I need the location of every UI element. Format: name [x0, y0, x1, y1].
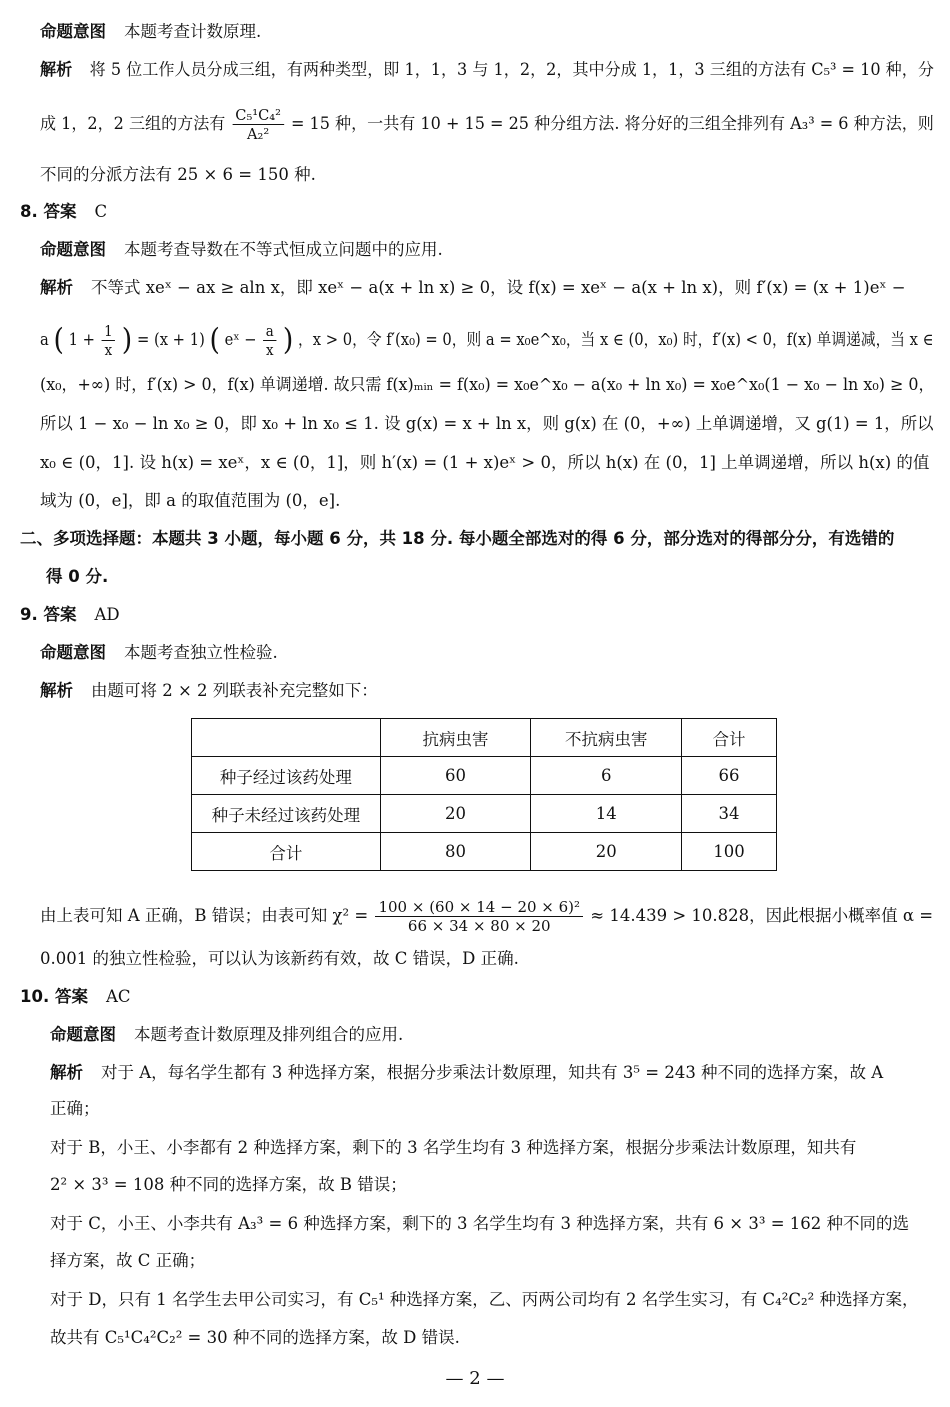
table-header-cell: 抗病虫害 — [380, 719, 531, 757]
line-text: 域为 (0，e]，即 a 的取值范围为 (0，e]. — [40, 491, 341, 510]
table-row — [192, 757, 777, 795]
text-line-fraction-2 — [40, 322, 934, 359]
text-line — [40, 641, 278, 665]
section-label: 解析 — [50, 1063, 83, 1082]
line-text: 对于 A，每名学生都有 3 种选择方案，根据分步乘法计数原理，知共有 3⁵ = 243 种不同的选择方案，故 A — [101, 1063, 884, 1082]
table-cell: 6 — [531, 757, 682, 795]
text-line-fraction-1 — [40, 106, 934, 143]
section-label: 9. 答案 — [20, 605, 77, 624]
line-text: AD — [94, 605, 120, 624]
line-text: x₀ ∈ (0，1]. 设 h(x) = xeˣ，x ∈ (0，1]，则 h′(x) = (1 + x)eˣ > 0，所以 h(x) 在 (0，1] 上单调递增，所以 h(x) 的值 — [40, 453, 930, 472]
section-label: 命题意图 — [40, 22, 106, 41]
text-line — [50, 1061, 883, 1085]
text-line — [50, 1326, 460, 1350]
text-segment: ≈ 14.439 > 10.828，因此根据小概率值 α = — [590, 906, 934, 925]
text-line — [20, 985, 131, 1009]
line-text: 正确； — [50, 1099, 100, 1118]
text-line — [40, 238, 443, 262]
line-text: 二、多项选择题：本题共 3 小题，每小题 6 分，共 18 分. 每小题全部选对的得 6 分，部分选对的得部分分，有选错的 — [20, 529, 895, 548]
line-text: 对于 D，只有 1 名学生去甲公司实习，有 C₅¹ 种选择方案，乙、丙两公司均有 2 名学生实习，有 C₄²C₂² 种选择方案， — [50, 1290, 919, 1309]
text-line — [40, 276, 906, 300]
fraction-numerator: 100 × (60 × 14 − 20 × 6)² — [375, 898, 583, 917]
line-text: 对于 C，小王、小李共有 A₃³ = 6 种选择方案，剩下的 3 名学生均有 3 种选择方案，共有 6 × 3³ = 162 种不同的选 — [50, 1214, 910, 1233]
section-label: 命题意图 — [40, 643, 106, 662]
text-line — [40, 163, 316, 187]
text-line — [40, 451, 929, 475]
table-header-cell — [192, 719, 381, 757]
section-label: 10. 答案 — [20, 987, 88, 1006]
line-text: 由题可将 2 × 2 列联表补充完整如下： — [91, 681, 378, 700]
line-text: 0.001 的独立性检验，可以认为该新药有效，故 C 错误，D 正确. — [40, 949, 519, 968]
fraction-denominator: x — [265, 341, 274, 359]
text-line — [50, 1173, 407, 1197]
text-segment: eˣ − — [224, 330, 257, 349]
text-line — [40, 20, 261, 44]
line-text: 所以 1 − x₀ − ln x₀ ≥ 0，即 x₀ + ln x₀ ≤ 1. 设 g(x) = x + ln x，则 g(x) 在 (0，+∞) 上单调递增，又 g(1) = 1，所以 — [40, 414, 934, 433]
table-cell: 60 — [380, 757, 531, 795]
section-label: 解析 — [40, 278, 73, 297]
table-cell: 14 — [531, 795, 682, 833]
fraction-denominator: A₂² — [247, 125, 270, 143]
section-label: 解析 — [40, 60, 73, 79]
line-text: 本题考查导数在不等式恒成立问题中的应用. — [124, 240, 443, 259]
line-text: (x₀，+∞) 时，f′(x) > 0，f(x) 单调递增. 故只需 f(x)ₘᵢₙ = f(x₀) = x₀e^x₀ − a(x₀ + ln x₀) = x₀e^x₀(1 − x₀ − ln x₀) ≥ 0， — [40, 375, 935, 394]
fraction-denominator: x — [104, 341, 113, 359]
table-cell: 种子经过该药处理 — [192, 757, 381, 795]
text-segment: 成 1，2，2 三组的方法有 — [40, 114, 226, 133]
text-line — [50, 1288, 919, 1312]
line-text: 故共有 C₅¹C₄²C₂² = 30 种不同的选择方案，故 D 错误. — [50, 1328, 460, 1347]
table-cell: 34 — [682, 795, 777, 833]
page-number: — 2 — — [445, 1368, 505, 1389]
section-label: 解析 — [40, 681, 73, 700]
text-line — [20, 603, 120, 627]
table-header-cell: 不抗病虫害 — [531, 719, 682, 757]
fraction — [375, 898, 583, 935]
fraction — [263, 322, 276, 359]
text-line — [20, 527, 894, 551]
table-row — [192, 833, 777, 871]
table-cell: 80 — [380, 833, 531, 871]
line-text: 得 0 分. — [46, 567, 109, 586]
text-line — [40, 58, 934, 82]
fraction-numerator: C₅¹C₄² — [232, 106, 284, 125]
line-text: 择方案，故 C 正确； — [50, 1251, 206, 1270]
table-cell: 种子未经过该药处理 — [192, 795, 381, 833]
text-segment: 由上表可知 A 正确，B 错误；由表可知 χ² = — [40, 906, 369, 925]
line-text: 本题考查计数原理. — [124, 22, 262, 41]
table-cell: 100 — [682, 833, 777, 871]
line-text: 2² × 3³ = 108 种不同的选择方案，故 B 错误； — [50, 1175, 407, 1194]
table-row — [192, 795, 777, 833]
paren: ( — [53, 322, 64, 358]
fraction — [232, 106, 284, 143]
text-line — [50, 1023, 403, 1047]
line-text: 本题考查计数原理及排列组合的应用. — [134, 1025, 404, 1044]
text-line — [50, 1249, 205, 1273]
section-label: 8. 答案 — [20, 202, 77, 221]
fraction-numerator: 1 — [101, 322, 115, 341]
line-text: 不同的分派方法有 25 × 6 = 150 种. — [40, 165, 316, 184]
section-label: 命题意图 — [50, 1025, 116, 1044]
paren: ( — [209, 322, 220, 358]
text-line — [20, 200, 107, 224]
text-line — [40, 412, 934, 436]
paren: ) — [121, 322, 133, 358]
text-segment: ，x > 0，令 f′(x₀) = 0，则 a = x₀e^x₀，当 x ∈ (0，x₀) 时，f′(x) < 0，f(x) 单调递减，当 x ∈ — [298, 330, 934, 349]
text-segment: = 15 种，一共有 10 + 15 = 25 种分组方法. 将分好的三组全排列有 A₃³ = 6 种方法，则 — [290, 114, 934, 133]
text-line — [40, 947, 519, 971]
line-text: 对于 B，小王、小李都有 2 种选择方案，剩下的 3 名学生均有 3 种选择方案，根据分步乘法计数原理，知共有 — [50, 1138, 857, 1157]
table-cell: 66 — [682, 757, 777, 795]
table-cell: 20 — [380, 795, 531, 833]
table-cell: 合计 — [192, 833, 381, 871]
line-text: C — [94, 202, 108, 221]
line-text: AC — [105, 987, 131, 1006]
paren: ) — [282, 322, 294, 358]
table-cell: 20 — [531, 833, 682, 871]
line-text: 本题考查独立性检验. — [124, 643, 278, 662]
table-header-row — [192, 719, 777, 757]
line-text: 将 5 位工作人员分成三组，有两种类型，即 1，1，3 与 1，2，2，其中分成 1，1，3 三组的方法有 C₅³ = 10 种，分 — [89, 60, 934, 79]
text-line-fraction-3 — [40, 898, 933, 935]
text-segment: a — [40, 330, 49, 349]
text-segment: = (x + 1) — [136, 330, 205, 349]
table-header-cell: 合计 — [682, 719, 777, 757]
line-text: 不等式 xeˣ − ax ≥ aln x，即 xeˣ − a(x + ln x) ≥ 0，设 f(x) = xeˣ − a(x + ln x)，则 f′(x) = (x + 1)eˣ − — [91, 278, 906, 297]
fraction — [101, 322, 115, 359]
text-line — [50, 1097, 100, 1121]
fraction-denominator: 66 × 34 × 80 × 20 — [407, 917, 551, 935]
text-line — [40, 679, 378, 703]
contingency-table — [191, 718, 777, 871]
text-line — [40, 489, 340, 513]
section-label: 命题意图 — [40, 240, 106, 259]
fraction-numerator: a — [263, 322, 276, 341]
text-line — [46, 565, 108, 589]
text-line — [50, 1136, 856, 1160]
text-line — [40, 373, 934, 397]
text-segment: 1 + — [68, 330, 95, 349]
text-line — [50, 1212, 909, 1236]
